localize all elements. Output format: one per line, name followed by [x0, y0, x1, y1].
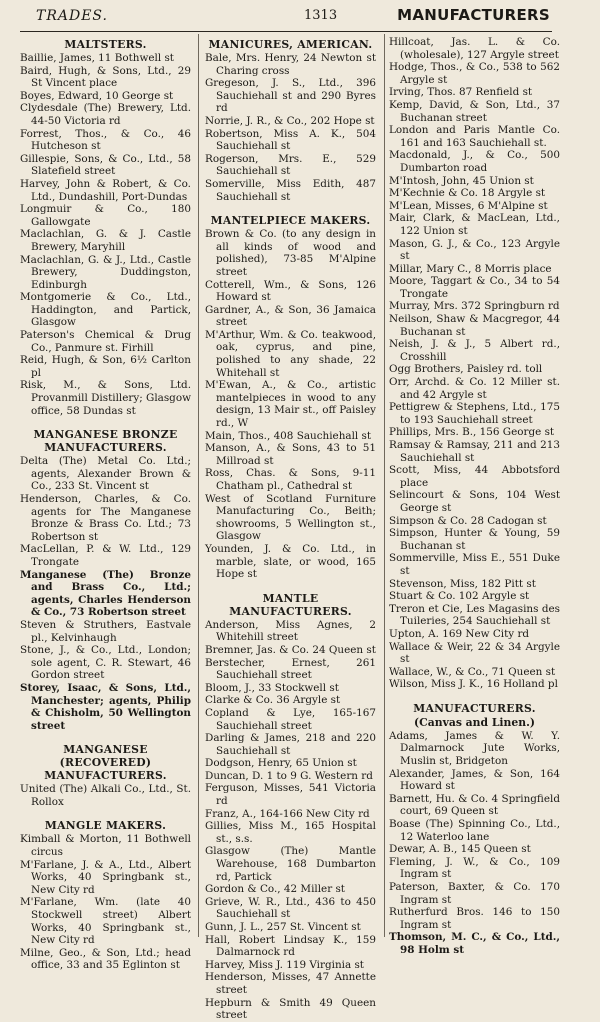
- directory-entry: Irving, Thos. 87 Renfield st: [389, 86, 533, 99]
- directory-entry: Mair, Clark, & MacLean, Ltd., 122 Union st: [389, 212, 560, 237]
- section-heading: MANGANESE (RECOVERED) MANUFACTURERS.: [44, 743, 167, 783]
- directory-entry: Simpson & Co. 28 Cadogan st: [389, 514, 547, 527]
- directory-entry: Stuart & Co. 102 Argyle st: [389, 590, 530, 603]
- directory-entry: Treron et Cie, Les Magasins des Tuileries, 254 Sauchiehall st: [389, 602, 560, 628]
- directory-entry: Baird, Hugh, & Sons, Ltd., 29 St Vincent place: [20, 64, 191, 90]
- section-heading: MANTELPIECE MAKERS.: [210, 214, 371, 228]
- section-heading: MALTSTERS.: [64, 38, 147, 51]
- section-heading: MANGLE MAKERS.: [44, 819, 167, 833]
- section-gap: [389, 691, 560, 700]
- directory-entry: Barnett, Hu. & Co. 4 Springfield court, 69 Queen st: [389, 792, 560, 818]
- directory-entry: M'Intosh, John, 45 Union st: [389, 174, 534, 187]
- section-heading: MANTLE MANUFACTURERS.: [229, 591, 352, 618]
- directory-entry: Phillips, Mrs. B., 156 George st: [389, 426, 555, 439]
- directory-entry: Stevenson, Miss, 182 Pitt st: [389, 577, 536, 590]
- directory-entry: Moore, Taggart & Co., 34 to 54 Trongate: [389, 275, 560, 300]
- directory-entry: Alexander, James, & Son, 164 Howard st: [389, 767, 560, 793]
- directory-entry: Glasgow (The) Mantle Warehouse, 168 Dumbarton rd, Partick: [205, 845, 376, 883]
- directory-entry: Ramsay & Ramsay, 211 and 213 Sauchiehall st: [389, 439, 560, 464]
- directory-entry: London and Paris Mantle Co. 161 and 163 Sauchiehall st.: [389, 124, 560, 149]
- directory-entry: M'Kechnie & Co. 18 Argyle st: [389, 187, 546, 200]
- directory-entry: Franz, A., 164-166 New City rd: [205, 807, 370, 820]
- directory-entry: Hepburn & Smith 49 Queen street: [205, 996, 376, 1022]
- directory-entry: Fleming, J. W., & Co., 109 Ingram st: [389, 855, 560, 881]
- directory-entry: Simpson, Hunter & Young, 59 Buchanan st: [389, 527, 560, 552]
- directory-entry: Robertson, Miss A. K., 504 Sauchiehall st: [205, 127, 376, 153]
- directory-entry: Copland & Lye, 165-167 Sauchiehall street: [205, 706, 376, 732]
- directory-entry: Darling & James, 218 and 220 Sauchiehall st: [205, 732, 376, 757]
- directory-entry: Gardner, A., & Son, 36 Jamaica street: [205, 303, 376, 329]
- directory-entry: Forrest, Thos., & Co., 46 Hutcheson st: [20, 127, 191, 153]
- section-gap: [20, 732, 191, 741]
- directory-entry: Henderson, Charles, & Co. agents for The Manganese Bronze & Brass Co. Ltd.; 73 Robertson st: [20, 493, 191, 543]
- running-head-left: TRADES.: [36, 8, 108, 24]
- directory-entry: Gillies, Miss M., 165 Hospital st., s.s.: [205, 820, 376, 845]
- section-heading: MANICURES, AMERICAN.: [208, 38, 373, 51]
- directory-entry: Baillie, James, 11 Bothwell st: [20, 52, 174, 64]
- directory-entry: Grieve, W. R., Ltd., 436 to 450 Sauchiehall st: [205, 895, 376, 921]
- section-gap: [205, 203, 376, 212]
- directory-entry: Manganese (The) Bronze and Brass Co., Ltd.; agents, Charles Henderson & Co., 73 Robertson street: [20, 568, 191, 619]
- directory-entry: Norrie, J. R., & Co., 202 Hope st: [205, 114, 375, 127]
- directory-entry: Orr, Archd. & Co. 12 Miller st. and 42 Argyle st: [389, 376, 560, 401]
- directory-entry: Neish, J. & J., 5 Albert rd., Crosshill: [389, 338, 560, 363]
- page-number: 1313: [304, 8, 338, 23]
- directory-entry: Berstecher, Ernest, 261 Sauchiehall street: [205, 656, 376, 682]
- directory-entry: Wallace & Weir, 22 & 34 Argyle st: [389, 640, 560, 666]
- header-rule: [20, 31, 552, 32]
- directory-entry: Wallace, W., & Co., 71 Queen st: [389, 665, 556, 678]
- directory-entry: Main, Thos., 408 Sauchiehall st: [205, 429, 372, 442]
- directory-entry: Rutherfurd Bros. 146 to 150 Ingram st: [389, 906, 560, 931]
- directory-entry: Manson, A., & Sons, 43 to 51 Millroad st: [205, 442, 376, 467]
- directory-entry: West of Scotland Furniture Manufacturing Co., Beith; showrooms, 5 Wellington st., Glasgow: [205, 492, 376, 543]
- directory-entry: Gunn, J. L., 257 St. Vincent st: [205, 921, 361, 933]
- directory-entry: M'Farlane, Wm. (late 40 Stockwell street) Albert Works, 40 Springbank st., New City rd: [20, 896, 191, 947]
- page-header: [22, 6, 550, 28]
- directory-entry: Steven & Struthers, Eastvale pl., Kelvinhaugh: [20, 618, 191, 644]
- directory-entry: Wilson, Miss J. K., 16 Holland pl: [389, 678, 558, 691]
- directory-entry: Montgomerie & Co., Ltd., Haddington, and Partick, Glasgow: [20, 291, 191, 329]
- directory-entry: Murray, Mrs. 372 Springburn rd: [389, 300, 560, 313]
- directory-entry: Hillcoat, Jas. L. & Co. (wholesale), 127 Argyle street: [389, 36, 560, 61]
- directory-entry: M'Farlane, J. & A., Ltd., Albert Works, 40 Springbank st., New City rd: [20, 858, 191, 896]
- directory-entry: Neilson, Shaw & Macgregor, 44 Buchanan st: [389, 313, 560, 338]
- directory-entry: Bloom, J., 33 Stockwell st: [205, 681, 339, 694]
- directory-entry: Paterson's Chemical & Drug Co., Panmure st. Firhill: [20, 329, 191, 354]
- directory-entry: M'Lean, Misses, 6 M'Alpine st: [389, 199, 548, 212]
- directory-entry: MacLellan, P. & W. Ltd., 129 Trongate: [20, 543, 191, 568]
- directory-entry: Hall, Robert Lindsay K., 159 Dalmarnock rd: [205, 933, 376, 959]
- directory-entry: United (The) Alkali Co., Ltd., St. Rollox: [20, 783, 191, 808]
- directory-entry: Brown & Co. (to any design in all kinds of wood and polished), 73-85 M'Alpine street: [205, 228, 376, 278]
- directory-entry: Kimball & Morton, 11 Bothwell circus: [20, 833, 191, 859]
- directory-entry: Duncan, D. 1 to 9 G. Western rd: [205, 769, 373, 782]
- directory-entry: Gregeson, J. S., Ltd., 396 Sauchiehall st and 290 Byres rd: [205, 77, 376, 115]
- directory-entry: Milne, Geo., & Son, Ltd.; head office, 33 and 35 Eglinton st: [20, 946, 191, 972]
- directory-entry: Hodge, Thos., & Co., 538 to 562 Argyle st: [389, 61, 560, 86]
- directory-entry: Maclachlan, G. & J., Ltd., Castle Brewery, Duddingston, Edinburgh: [20, 253, 191, 291]
- directory-entry: Harvey, John & Robert, & Co. Ltd., Dundashill, Port-Dundas: [20, 177, 191, 203]
- directory-entry: Selincourt & Sons, 104 West George st: [389, 489, 560, 514]
- directory-entry: Millar, Mary C., 8 Morris place: [389, 262, 552, 275]
- directory-entry: Upton, A. 169 New City rd: [389, 627, 530, 640]
- directory-entry: Sommerville, Miss E., 551 Duke st: [389, 552, 560, 577]
- directory-entry: Anderson, Miss Agnes, 2 Whitehill street: [205, 618, 376, 644]
- directory-entry: Younden, J. & Co. Ltd., in marble, slate, or wood, 165 Hope st: [205, 542, 376, 581]
- directory-entry: Storey, Isaac, & Sons, Ltd., Manchester; agents, Philip & Chisholm, 50 Wellington street: [20, 681, 191, 732]
- directory-entry: Pettigrew & Stephens, Ltd., 175 to 193 Sauchiehall street: [389, 401, 560, 426]
- directory-entry: Ross, Chas. & Sons, 9-11 Chatham pl., Cathedral st: [205, 467, 376, 492]
- section-heading: MANGANESE BRONZE MANUFACTURERS.: [33, 428, 178, 455]
- directory-entry: Risk, M., & Sons, Ltd. Provanmill Distillery; Glasgow office, 58 Dundas st: [20, 379, 191, 417]
- directory-entry: Bremner, Jas. & Co. 24 Queen st: [205, 643, 376, 656]
- column-3: [389, 36, 560, 956]
- directory-entry: Scott, Miss, 44 Abbotsford place: [389, 464, 560, 489]
- directory-entry: Boyes, Edward, 10 George st: [20, 89, 174, 102]
- directory-entry: Clarke & Co. 36 Argyle st: [205, 694, 341, 707]
- directory-entry: Kemp, David, & Son, Ltd., 37 Buchanan street: [389, 98, 560, 124]
- directory-entry: Cotterell, Wm., & Sons, 126 Howard st: [205, 278, 376, 304]
- directory-entry: Paterson, Baxter, & Co. 170 Ingram st: [389, 881, 560, 906]
- directory-entry: Clydesdale (The) Brewery, Ltd. 44-50 Victoria rd: [20, 102, 191, 127]
- directory-entry: Rogerson, Mrs. E., 529 Sauchiehall st: [205, 152, 376, 178]
- directory-entry: M'Arthur, Wm. & Co. teakwood, oak, cyprus, and pine, polished to any shade, 22 Whitehall st: [205, 328, 376, 379]
- column-2: [205, 36, 376, 1022]
- directory-entry: Thomson, M. C., & Co., Ltd., 98 Holm st: [389, 931, 560, 956]
- directory-entry: Henderson, Misses, 47 Annette street: [205, 971, 376, 996]
- section-gap: [205, 581, 376, 590]
- directory-entry: Boase (The) Spinning Co., Ltd., 12 Waterloo lane: [389, 818, 560, 843]
- directory-entry: Bale, Mrs. Henry, 24 Newton st Charing cross: [205, 52, 376, 77]
- directory-entry: Longmuir & Co., 180 Gallowgate: [20, 203, 191, 228]
- directory-entry: Dewar, A. B., 145 Queen st: [389, 843, 531, 856]
- directory-entry: Reid, Hugh, & Son, 6½ Carlton pl: [20, 354, 191, 379]
- directory-entry: Harvey, Miss J. 119 Virginia st: [205, 958, 364, 971]
- directory-entry: Stone, J., & Co., Ltd., London; sole agent, C. R. Stewart, 46 Gordon street: [20, 644, 191, 682]
- section-heading: MANUFACTURERS.: [413, 701, 536, 715]
- directory-entry: Adams, James & W. Y. Dalmarnock Jute Works, Muslin st, Bridgeton: [389, 729, 560, 768]
- directory-entry: Maclachlan, G. & J. Castle Brewery, Maryhill: [20, 228, 191, 253]
- directory-entry: Macdonald, J., & Co., 500 Dumbarton road: [389, 149, 560, 174]
- directory-entry: Ogg Brothers, Paisley rd. toll: [389, 363, 543, 376]
- column-1: [20, 36, 191, 972]
- directory-entry: Delta (The) Metal Co. Ltd.; agents, Alexander Brown & Co., 233 St. Vincent st: [20, 455, 191, 493]
- section-gap: [20, 808, 191, 817]
- columns: [20, 36, 560, 1022]
- directory-entry: Gillespie, Sons, & Co., Ltd., 58 Slatefield street: [20, 152, 191, 178]
- directory-entry: Mason, G. J., & Co., 123 Argyle st: [389, 237, 560, 263]
- directory-entry: M'Ewan, A., & Co., artistic mantelpieces in wood to any design, 13 Mair st., off Paisley rd., W: [205, 379, 376, 430]
- directory-entry: Dodgson, Henry, 65 Union st: [205, 757, 357, 770]
- running-head-right: MANUFACTURERS: [397, 6, 550, 24]
- directory-entry: Gordon & Co., 42 Miller st: [205, 883, 345, 896]
- directory-entry: Somerville, Miss Edith, 487 Sauchiehall st: [205, 177, 376, 203]
- directory-entry: Ferguson, Misses, 541 Victoria rd: [205, 782, 376, 808]
- section-gap: [20, 417, 191, 426]
- section-subheading: (Canvas and Linen.): [414, 715, 535, 729]
